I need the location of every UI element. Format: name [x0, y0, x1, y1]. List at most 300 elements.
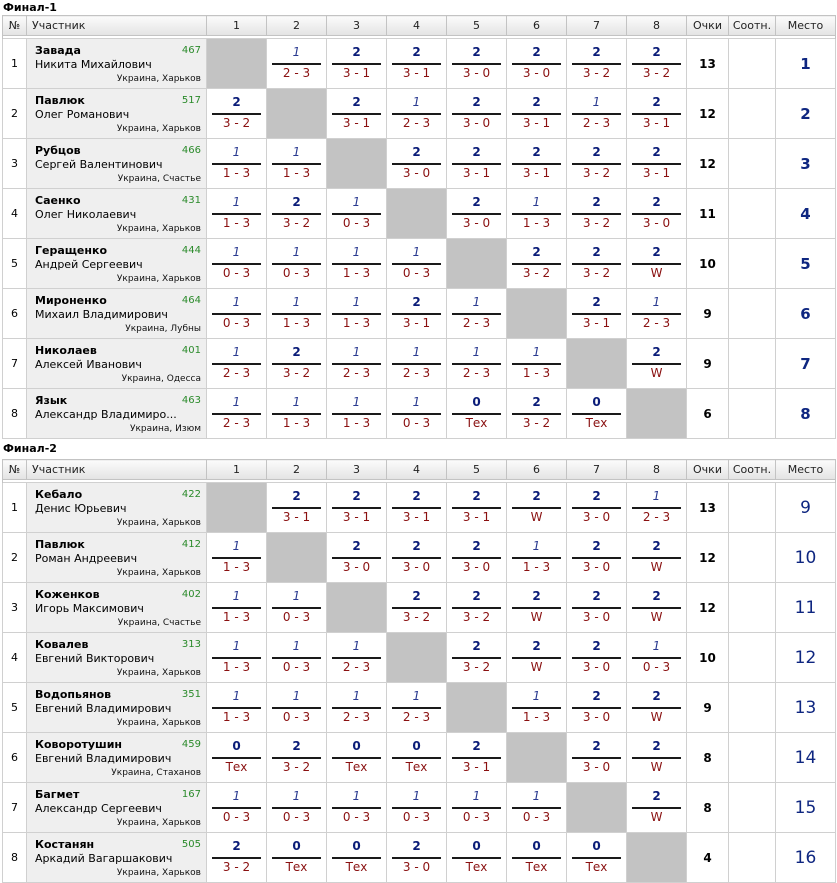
- match-score: W: [650, 560, 663, 574]
- match-cell[interactable]: [627, 583, 687, 633]
- match-cell[interactable]: [447, 783, 507, 833]
- participant-cell[interactable]: [27, 683, 207, 733]
- header-participant: Участник: [27, 460, 207, 480]
- self-match-cell: [627, 833, 687, 883]
- match-cell[interactable]: [567, 833, 627, 883]
- match-points: 1: [232, 145, 241, 159]
- participant-last-name[interactable]: Коворотушин: [35, 738, 123, 751]
- match-divider: [272, 263, 321, 265]
- match-points: 2: [532, 95, 541, 109]
- match-cell[interactable]: [627, 683, 687, 733]
- match-cell[interactable]: [507, 833, 567, 883]
- match-cell[interactable]: [567, 483, 627, 533]
- match-cell[interactable]: [387, 783, 447, 833]
- match-divider: [572, 657, 621, 659]
- match-points: 2: [592, 45, 601, 59]
- match-cell[interactable]: [387, 39, 447, 89]
- match-cell[interactable]: [387, 683, 447, 733]
- match-score: 1 - 3: [222, 216, 251, 230]
- match-cell[interactable]: [567, 189, 627, 239]
- match-points: 2: [652, 45, 661, 59]
- participant-last-name[interactable]: Кебало: [35, 488, 83, 501]
- match-divider: [212, 557, 261, 559]
- participant-cell[interactable]: [27, 533, 207, 583]
- match-points: 2: [652, 245, 661, 259]
- match-score: 3 - 1: [342, 66, 371, 80]
- match-cell[interactable]: [207, 533, 267, 583]
- match-score: 2 - 3: [462, 316, 491, 330]
- participant-cell[interactable]: [27, 339, 207, 389]
- participant-cell[interactable]: [27, 389, 207, 439]
- match-points: 1: [292, 789, 301, 803]
- results-table-final-2: [2, 459, 836, 883]
- match-cell[interactable]: [267, 239, 327, 289]
- match-points: 2: [352, 539, 361, 553]
- match-cell[interactable]: [507, 389, 567, 439]
- match-score: 3 - 0: [342, 560, 371, 574]
- match-score: 1 - 3: [522, 366, 551, 380]
- match-points: 2: [532, 639, 541, 653]
- match-score: 2 - 3: [342, 660, 371, 674]
- match-points: 1: [292, 295, 301, 309]
- match-cell[interactable]: [507, 339, 567, 389]
- total-points: 11: [687, 189, 729, 239]
- match-cell[interactable]: [627, 633, 687, 683]
- match-score: 2 - 3: [582, 116, 611, 130]
- match-cell[interactable]: [507, 483, 567, 533]
- match-points: 1: [352, 245, 361, 259]
- match-cell[interactable]: [507, 583, 567, 633]
- participant-first-name: Денис Юрьевич: [35, 502, 127, 515]
- match-cell[interactable]: [507, 39, 567, 89]
- match-cell[interactable]: [447, 533, 507, 583]
- match-cell[interactable]: [567, 533, 627, 583]
- match-points: 2: [652, 539, 661, 553]
- match-cell[interactable]: [207, 783, 267, 833]
- participant-last-name[interactable]: Ковалев: [35, 638, 89, 651]
- participant-cell[interactable]: [27, 783, 207, 833]
- table-row: [3, 483, 836, 533]
- participant-last-name[interactable]: Павлюк: [35, 538, 85, 551]
- final-place: 6: [776, 289, 836, 339]
- match-divider: [392, 113, 441, 115]
- participant-last-name[interactable]: Водопьянов: [35, 688, 112, 701]
- match-cell[interactable]: [327, 633, 387, 683]
- match-cell[interactable]: [207, 239, 267, 289]
- match-points: 1: [292, 589, 301, 603]
- match-points: 1: [532, 539, 541, 553]
- match-divider: [512, 807, 561, 809]
- row-number: 7: [3, 783, 27, 833]
- match-divider: [632, 63, 681, 65]
- match-score: 1 - 3: [222, 166, 251, 180]
- final-place: 10: [776, 533, 836, 583]
- match-cell[interactable]: [507, 783, 567, 833]
- match-score: 2 - 3: [462, 366, 491, 380]
- participant-rating: 463: [181, 395, 201, 406]
- match-cell[interactable]: [447, 733, 507, 783]
- table-row: [3, 339, 836, 389]
- match-cell[interactable]: [267, 683, 327, 733]
- match-points: 2: [472, 489, 481, 503]
- match-cell[interactable]: [327, 339, 387, 389]
- match-cell[interactable]: [327, 289, 387, 339]
- match-cell[interactable]: [267, 633, 327, 683]
- match-score: 3 - 2: [282, 216, 311, 230]
- header-col-7: 7: [567, 16, 627, 36]
- match-points: 1: [412, 245, 421, 259]
- match-divider: [512, 657, 561, 659]
- match-points: 1: [292, 395, 301, 409]
- match-cell[interactable]: [207, 339, 267, 389]
- match-cell[interactable]: [507, 683, 567, 733]
- match-divider: [272, 657, 321, 659]
- match-divider: [452, 63, 501, 65]
- participant-cell[interactable]: [27, 39, 207, 89]
- match-cell[interactable]: [387, 289, 447, 339]
- match-score: 3 - 2: [642, 66, 671, 80]
- header-points: Очки: [687, 16, 729, 36]
- match-cell[interactable]: [567, 39, 627, 89]
- match-cell[interactable]: [507, 633, 567, 683]
- match-cell[interactable]: [327, 239, 387, 289]
- match-divider: [272, 63, 321, 65]
- match-divider: [632, 507, 681, 509]
- table-row: [3, 683, 836, 733]
- participant-last-name[interactable]: Павлюк: [35, 94, 85, 107]
- section-title-final-1: Финал-1: [3, 1, 57, 14]
- match-score: 0 - 3: [642, 660, 671, 674]
- participant-last-name[interactable]: Багмет: [35, 788, 80, 801]
- participant-cell[interactable]: [27, 239, 207, 289]
- match-score: 3 - 1: [462, 510, 491, 524]
- match-cell[interactable]: [387, 733, 447, 783]
- total-points: 12: [687, 583, 729, 633]
- match-divider: [392, 163, 441, 165]
- match-cell[interactable]: [327, 683, 387, 733]
- match-cell[interactable]: [267, 39, 327, 89]
- match-cell[interactable]: [627, 733, 687, 783]
- participant-cell[interactable]: [27, 289, 207, 339]
- match-cell[interactable]: [507, 89, 567, 139]
- match-score: W: [530, 610, 543, 624]
- match-cell[interactable]: [327, 483, 387, 533]
- match-cell[interactable]: [507, 189, 567, 239]
- header-num: №: [3, 16, 27, 36]
- match-divider: [212, 313, 261, 315]
- participant-rating: 351: [181, 689, 201, 700]
- match-cell[interactable]: [567, 389, 627, 439]
- self-match-cell: [207, 39, 267, 89]
- match-points: 1: [532, 345, 541, 359]
- match-divider: [572, 213, 621, 215]
- match-cell[interactable]: [207, 733, 267, 783]
- match-cell[interactable]: [267, 189, 327, 239]
- match-cell[interactable]: [387, 89, 447, 139]
- match-divider: [452, 557, 501, 559]
- participant-first-name: Олег Николаевич: [35, 208, 137, 221]
- participant-last-name[interactable]: Язык: [35, 394, 68, 407]
- participant-cell[interactable]: [27, 189, 207, 239]
- match-score: 3 - 0: [462, 66, 491, 80]
- match-cell[interactable]: [387, 239, 447, 289]
- match-cell[interactable]: [207, 389, 267, 439]
- final-place: 11: [776, 583, 836, 633]
- match-cell[interactable]: [387, 339, 447, 389]
- participant-cell[interactable]: [27, 583, 207, 633]
- match-score: W: [650, 610, 663, 624]
- match-cell[interactable]: [267, 389, 327, 439]
- match-cell[interactable]: [447, 483, 507, 533]
- match-cell[interactable]: [567, 239, 627, 289]
- match-score: 3 - 1: [402, 510, 431, 524]
- match-cell[interactable]: [327, 389, 387, 439]
- match-cell[interactable]: [387, 583, 447, 633]
- match-cell[interactable]: [267, 833, 327, 883]
- match-cell[interactable]: [627, 289, 687, 339]
- match-score: W: [650, 710, 663, 724]
- match-cell[interactable]: [447, 833, 507, 883]
- participant-cell[interactable]: [27, 139, 207, 189]
- final-place: 5: [776, 239, 836, 289]
- match-points: 1: [292, 45, 301, 59]
- match-cell[interactable]: [627, 139, 687, 189]
- match-score: 0 - 3: [402, 266, 431, 280]
- match-cell[interactable]: [627, 339, 687, 389]
- match-divider: [632, 163, 681, 165]
- match-cell[interactable]: [207, 139, 267, 189]
- match-cell[interactable]: [447, 39, 507, 89]
- match-divider: [572, 707, 621, 709]
- match-points: 2: [292, 195, 301, 209]
- match-cell[interactable]: [267, 289, 327, 339]
- match-score: 0 - 3: [462, 810, 491, 824]
- match-points: 2: [472, 95, 481, 109]
- match-cell[interactable]: [567, 139, 627, 189]
- match-cell[interactable]: [267, 483, 327, 533]
- match-score: W: [650, 266, 663, 280]
- participant-cell[interactable]: [27, 633, 207, 683]
- match-divider: [632, 607, 681, 609]
- match-cell[interactable]: [507, 139, 567, 189]
- match-points: 0: [352, 839, 361, 853]
- match-divider: [272, 507, 321, 509]
- match-cell[interactable]: [627, 89, 687, 139]
- header-row: [3, 16, 836, 36]
- total-points: 10: [687, 239, 729, 289]
- match-cell[interactable]: [507, 533, 567, 583]
- match-score: 3 - 2: [282, 760, 311, 774]
- match-divider: [512, 557, 561, 559]
- match-score: 3 - 0: [462, 216, 491, 230]
- match-cell[interactable]: [207, 289, 267, 339]
- participant-last-name[interactable]: Геращенко: [35, 244, 108, 257]
- row-number: 6: [3, 289, 27, 339]
- match-cell[interactable]: [567, 633, 627, 683]
- match-score: 3 - 0: [582, 660, 611, 674]
- match-score: 0 - 3: [402, 416, 431, 430]
- match-points: 2: [532, 245, 541, 259]
- header-points: Очки: [687, 460, 729, 480]
- match-cell[interactable]: [327, 783, 387, 833]
- match-divider: [572, 757, 621, 759]
- header-col-2: 2: [267, 460, 327, 480]
- header-col-5: 5: [447, 460, 507, 480]
- participant-cell[interactable]: [27, 483, 207, 533]
- match-cell[interactable]: [627, 483, 687, 533]
- match-divider: [452, 213, 501, 215]
- match-divider: [332, 557, 381, 559]
- participant-first-name: Александр Сергеевич: [35, 802, 162, 815]
- participant-last-name[interactable]: Рубцов: [35, 144, 81, 157]
- match-cell[interactable]: [627, 533, 687, 583]
- match-cell[interactable]: [627, 39, 687, 89]
- table-row: [3, 533, 836, 583]
- match-points: 2: [472, 145, 481, 159]
- match-divider: [632, 807, 681, 809]
- match-cell[interactable]: [327, 733, 387, 783]
- match-cell[interactable]: [447, 389, 507, 439]
- match-score: Тех: [405, 760, 428, 774]
- match-points: 2: [412, 839, 421, 853]
- match-cell[interactable]: [567, 89, 627, 139]
- match-cell[interactable]: [447, 339, 507, 389]
- ratio-value: [729, 189, 776, 239]
- match-score: 3 - 0: [402, 166, 431, 180]
- ratio-value: [729, 239, 776, 289]
- match-cell[interactable]: [327, 189, 387, 239]
- table-row: [3, 189, 836, 239]
- header-col-2: 2: [267, 16, 327, 36]
- match-divider: [512, 607, 561, 609]
- match-cell[interactable]: [567, 733, 627, 783]
- header-col-8: 8: [627, 460, 687, 480]
- match-cell[interactable]: [507, 239, 567, 289]
- match-cell[interactable]: [327, 89, 387, 139]
- match-divider: [452, 313, 501, 315]
- match-cell[interactable]: [207, 833, 267, 883]
- participant-cell[interactable]: [27, 89, 207, 139]
- match-cell[interactable]: [447, 633, 507, 683]
- match-divider: [212, 413, 261, 415]
- row-number: 4: [3, 189, 27, 239]
- final-place: 9: [776, 483, 836, 533]
- participant-city: Украина, Харьков: [116, 274, 201, 284]
- match-cell[interactable]: [267, 339, 327, 389]
- match-cell[interactable]: [387, 389, 447, 439]
- match-score: 3 - 0: [582, 760, 611, 774]
- header-col-6: 6: [507, 16, 567, 36]
- match-points: 2: [532, 589, 541, 603]
- match-divider: [512, 113, 561, 115]
- self-match-cell: [507, 733, 567, 783]
- match-cell[interactable]: [567, 683, 627, 733]
- match-cell[interactable]: [267, 583, 327, 633]
- participant-rating: 401: [181, 345, 201, 356]
- match-cell[interactable]: [567, 583, 627, 633]
- participant-last-name[interactable]: Коженков: [35, 588, 100, 601]
- match-cell[interactable]: [447, 583, 507, 633]
- match-cell[interactable]: [207, 683, 267, 733]
- match-cell[interactable]: [267, 733, 327, 783]
- participant-city: Украина, Харьков: [116, 518, 201, 528]
- match-score: 0 - 3: [522, 810, 551, 824]
- match-points: 1: [472, 789, 481, 803]
- match-cell[interactable]: [207, 583, 267, 633]
- match-cell[interactable]: [447, 289, 507, 339]
- participant-last-name[interactable]: Саенко: [35, 194, 81, 207]
- match-cell[interactable]: [387, 139, 447, 189]
- participant-last-name[interactable]: Костанян: [35, 838, 95, 851]
- total-points: 10: [687, 633, 729, 683]
- match-divider: [332, 757, 381, 759]
- match-cell[interactable]: [447, 89, 507, 139]
- match-points: 1: [532, 689, 541, 703]
- match-points: 2: [532, 145, 541, 159]
- match-divider: [212, 707, 261, 709]
- match-cell[interactable]: [327, 833, 387, 883]
- match-cell[interactable]: [207, 633, 267, 683]
- participant-last-name[interactable]: Николаев: [35, 344, 97, 357]
- match-cell[interactable]: [207, 89, 267, 139]
- participant-cell[interactable]: [27, 833, 207, 883]
- match-points: 2: [292, 739, 301, 753]
- match-cell[interactable]: [327, 533, 387, 583]
- match-divider: [332, 63, 381, 65]
- match-cell[interactable]: [627, 189, 687, 239]
- match-points: 1: [652, 489, 661, 503]
- match-divider: [632, 213, 681, 215]
- match-score: 3 - 2: [582, 266, 611, 280]
- match-divider: [272, 313, 321, 315]
- match-cell[interactable]: [447, 189, 507, 239]
- match-cell[interactable]: [327, 39, 387, 89]
- table-row: [3, 583, 836, 633]
- match-points: 1: [352, 395, 361, 409]
- ratio-value: [729, 339, 776, 389]
- match-divider: [572, 557, 621, 559]
- match-divider: [512, 63, 561, 65]
- match-score: 3 - 2: [222, 860, 251, 874]
- match-points: 1: [292, 145, 301, 159]
- match-cell[interactable]: [267, 139, 327, 189]
- match-cell[interactable]: [267, 783, 327, 833]
- participant-first-name: Олег Романович: [35, 108, 130, 121]
- match-score: Тех: [465, 416, 488, 430]
- match-points: 2: [412, 295, 421, 309]
- participant-first-name: Евгений Владимирович: [35, 752, 172, 765]
- match-cell[interactable]: [447, 139, 507, 189]
- ratio-value: [729, 139, 776, 189]
- match-divider: [572, 263, 621, 265]
- participant-rating: 402: [181, 589, 201, 600]
- match-divider: [452, 363, 501, 365]
- match-cell[interactable]: [207, 189, 267, 239]
- match-cell[interactable]: [567, 289, 627, 339]
- match-divider: [452, 163, 501, 165]
- match-points: 0: [292, 839, 301, 853]
- match-cell[interactable]: [387, 533, 447, 583]
- match-cell[interactable]: [387, 833, 447, 883]
- match-score: 0 - 3: [282, 610, 311, 624]
- participant-last-name[interactable]: Мироненко: [35, 294, 107, 307]
- participant-last-name[interactable]: Завада: [35, 44, 81, 57]
- participant-cell[interactable]: [27, 733, 207, 783]
- row-number: 6: [3, 733, 27, 783]
- match-cell[interactable]: [627, 239, 687, 289]
- match-cell[interactable]: [627, 783, 687, 833]
- match-cell[interactable]: [387, 483, 447, 533]
